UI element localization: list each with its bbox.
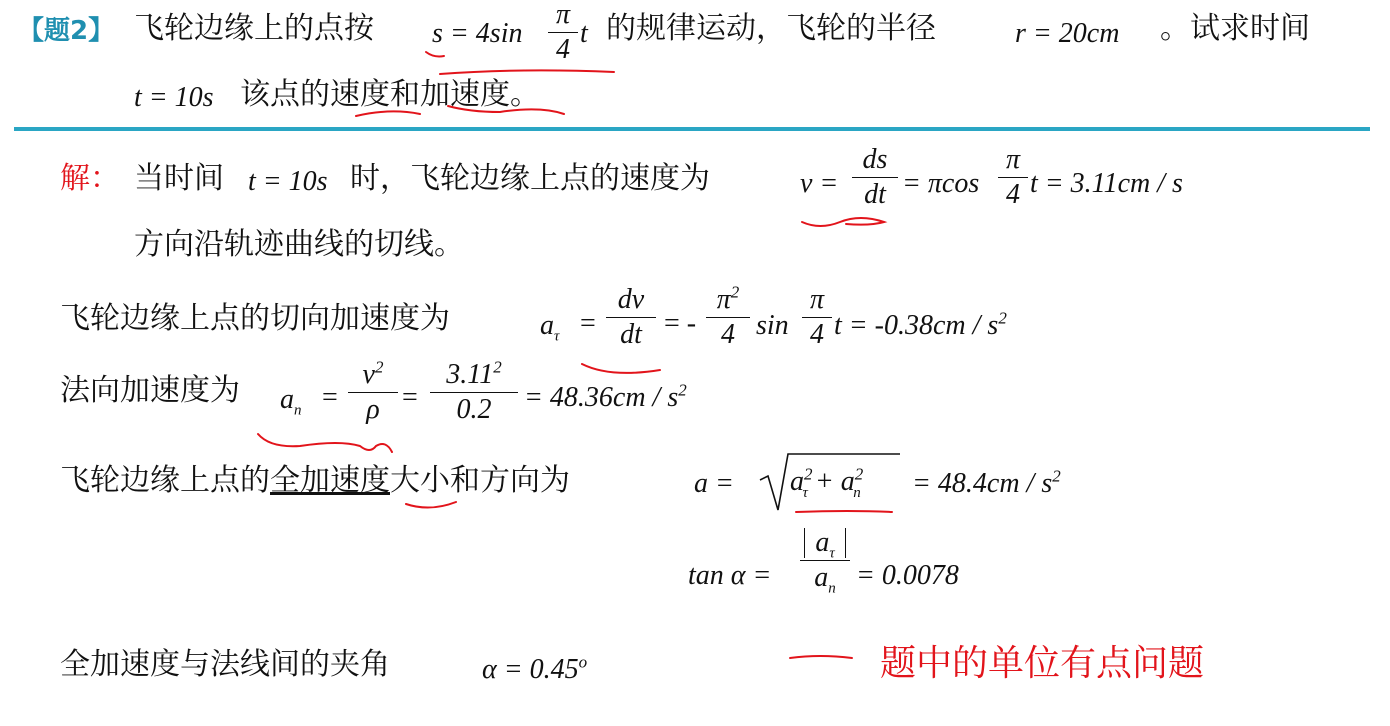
an-eq: = <box>322 382 338 413</box>
s5-b: 大小和方向为 <box>390 463 570 498</box>
divider-rule <box>14 127 1370 131</box>
s5-underlined: 全加速度 <box>270 463 390 498</box>
a-right <box>912 468 1061 500</box>
v-left: v = <box>800 168 839 199</box>
fraction-bar <box>548 32 578 33</box>
an-den: ρ <box>366 394 380 425</box>
tan-fraction <box>800 527 850 597</box>
at-right-text: t = -0.38cm / s <box>834 310 999 341</box>
fraction-bar <box>998 177 1028 178</box>
underline-eq-s <box>440 70 614 74</box>
fraction-bar <box>852 177 898 178</box>
problem-line1-a: 飞轮边缘上的点按 <box>134 11 374 46</box>
underline-quanjiasudu <box>406 502 456 508</box>
v-num2: π <box>1005 144 1021 175</box>
a-right-text: = 48.4cm / s <box>912 468 1053 499</box>
at-num3: π <box>809 284 825 315</box>
solution-s1-b: 时，飞轮边缘上点的速度为 <box>350 161 710 196</box>
eq-s-fraction <box>548 0 578 65</box>
tan-left: tan α = <box>688 560 772 591</box>
at-right-sup: 2 <box>998 308 1007 328</box>
an-fraction <box>348 357 398 425</box>
solution-s6: 全加速度与法线间的夹角 <box>60 647 390 682</box>
v-right: t = 3.11cm / s <box>1030 168 1183 199</box>
underline-v <box>802 218 884 226</box>
fraction-bar <box>706 317 750 318</box>
an-num2-sup: 2 <box>493 357 502 377</box>
an-num: $v^2$ <box>362 357 384 390</box>
underline-s <box>426 52 444 57</box>
fraction-bar <box>430 392 518 393</box>
solution-s2: 方向沿轨迹曲线的切线。 <box>134 227 464 262</box>
tan-right: = 0.0078 <box>856 560 959 591</box>
an-eq2: = <box>402 382 418 413</box>
fraction-bar <box>606 317 656 318</box>
solution-s3: 飞轮边缘上点的切向加速度为 <box>60 301 450 336</box>
v-den: dt <box>864 179 886 210</box>
problem-line2: 该点的速度和加速度。 <box>240 77 540 112</box>
eq-s-den: 4 <box>556 34 570 65</box>
underline-radicand <box>796 511 892 512</box>
fraction-bar <box>348 392 398 393</box>
at-right <box>834 310 1007 342</box>
a-rad-plus: + a <box>814 466 855 497</box>
tan-num-sub: τ <box>829 545 835 562</box>
underline-an <box>258 434 392 452</box>
handwritten-note: 题中的单位有点问题 <box>880 643 1205 684</box>
at-sin: sin <box>756 310 789 341</box>
an-den2: 0.2 <box>456 394 492 425</box>
v-fraction-2 <box>998 145 1028 210</box>
underline-sudu <box>356 111 420 116</box>
an-right-text: = 48.36cm / s <box>524 382 679 413</box>
at-sub: τ <box>554 328 560 345</box>
an-num-sup: 2 <box>374 357 384 377</box>
a-right-sup: 2 <box>1052 466 1061 486</box>
alpha-text: α = 0.45 <box>482 654 579 685</box>
an-num2: 3.11$^2$ <box>446 357 502 390</box>
tan-den-sub: n <box>828 580 836 597</box>
solution-label: 解： <box>60 161 120 196</box>
an-sub: n <box>294 402 302 419</box>
eq-r: r = 20cm <box>1015 18 1120 49</box>
fraction-bar <box>802 317 832 318</box>
alpha-sup: o <box>578 652 588 672</box>
solution-s5 <box>60 464 570 498</box>
underline-dt <box>582 364 660 373</box>
at-mid: = - <box>664 308 697 339</box>
eq-s-num: π <box>555 0 571 30</box>
dash-note <box>790 656 852 658</box>
v-den2: 4 <box>1006 179 1020 210</box>
an-right <box>524 382 687 414</box>
problem-line1-c: 。试求时间 <box>1160 11 1310 46</box>
at-num2: $\pi^2$ <box>716 282 740 315</box>
at-left <box>540 310 560 345</box>
a-radicand <box>790 464 864 501</box>
tan-num: $a_\tau$ <box>804 528 846 558</box>
a-rad-2-sup: 2 <box>854 464 864 484</box>
at-fraction-2 <box>706 282 750 350</box>
an-a: a <box>280 384 294 415</box>
eq-s-right: t <box>580 18 588 49</box>
eq-t: t = 10s <box>134 82 214 113</box>
a-rad-1: a <box>790 466 804 497</box>
an-fraction-2 <box>430 357 518 425</box>
a-rad-2-sub: n <box>853 484 861 501</box>
an-right-sup: 2 <box>678 380 687 400</box>
s5-a: 飞轮边缘上点的 <box>60 463 270 498</box>
eq-s-left: s = 4sin <box>432 18 523 49</box>
a-rad-1-sub: τ <box>802 484 808 501</box>
problem-line1-b: 的规律运动，飞轮的半径 <box>606 11 936 46</box>
at-den2: 4 <box>721 319 735 350</box>
v-num: ds <box>862 144 888 175</box>
v-fraction <box>852 145 898 210</box>
a-left: a = <box>694 468 734 499</box>
at-den3: 4 <box>810 319 824 350</box>
solution-s1-a: 当时间 <box>134 161 224 196</box>
at-eq: = <box>580 308 596 339</box>
solution-s4: 法向加速度为 <box>60 373 240 408</box>
at-den: dt <box>620 319 642 350</box>
at-a: a <box>540 310 554 341</box>
a-rad-1-sup: 2 <box>804 464 813 484</box>
problem-tag: 【题2】 <box>18 16 115 46</box>
an-left <box>280 384 302 419</box>
solution-s1-t: t = 10s <box>248 166 328 197</box>
at-num2-sup: 2 <box>730 282 740 302</box>
fraction-bar <box>800 560 850 561</box>
v-mid: = πcos <box>902 168 980 199</box>
tan-den: $a_n$ <box>814 562 836 597</box>
alpha-value <box>482 654 587 686</box>
at-num: dv <box>617 284 645 315</box>
at-fraction-3 <box>802 285 832 350</box>
at-fraction <box>606 285 656 350</box>
